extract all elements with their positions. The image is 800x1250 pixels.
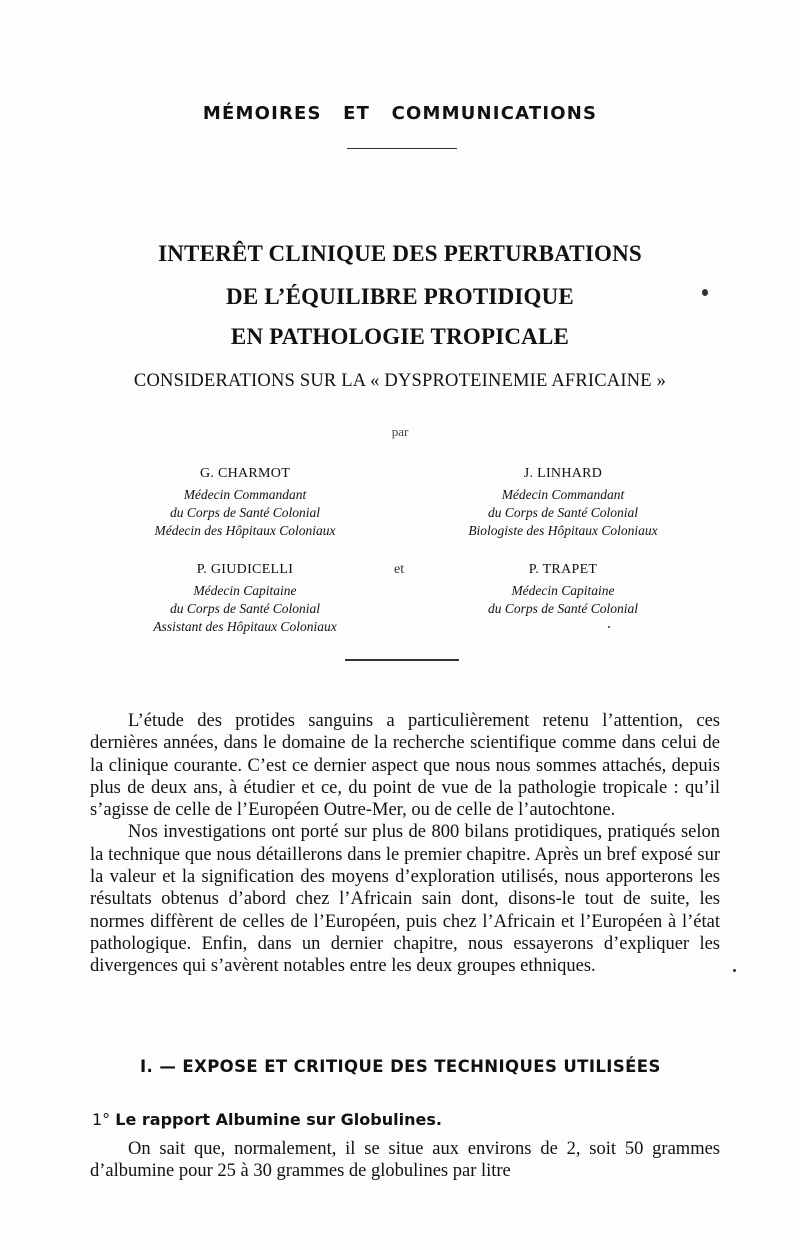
paragraph-3: On sait que, normalement, il se situe aux environs de 2, soit 50 grammes d’albumine pour 25 à 30 grammes de globulines par litre	[90, 1139, 720, 1182]
author-name: P. TRAPET	[528, 562, 598, 577]
divider-top	[347, 148, 457, 149]
author-affiliation: Médecin des Hôpitaux Coloniaux	[154, 523, 336, 538]
conjunction-et: et	[394, 562, 405, 577]
author-affiliation: du Corps de Santé Colonial	[487, 505, 638, 520]
author-linhard	[423, 465, 703, 540]
author-affiliation: Médecin Capitaine	[511, 583, 615, 598]
paragraph-1: L’étude des protides sanguins a particulièrement retenu l’attention, ces dernières années, dans le domaine de la recherche scientifique comme dans celui de la clinique courante. C’est ce dernier aspect que nous nous sommes attachés, depuis plus de deux ans, à étudier et ce, du point de vue de la pathologie tropicale : qu’il s’agisse de celle de l’Européen Outre-Mer, ou de celle de l’autochtone.	[90, 711, 720, 821]
author-name: P. GIUDICELLI	[196, 562, 294, 577]
paragraph-2: Nos investigations ont porté sur plus de 800 bilans protidiques, pratiqués selon la technique que nous détaillerons dans le premier chapitre. Après un bref exposé sur la valeur et la signification des moyens d’exploration utilisés, nous apporterons les résultats obtenus d’abord chez l’Africain sain dont, disons-le tout de suite, les normes diffèrent de celles de l’Européen, puis chez l’Africain et l’Européen à l’état pathologique. Enfin, dans un dernier chapitre, nous essayerons d’expliquer les divergences qui s’avèrent notables entre les deux groupes ethniques.	[90, 822, 720, 977]
subsection-number: 1°	[92, 1110, 111, 1129]
divider-mid	[345, 659, 459, 661]
author-affiliation: Médecin Commandant	[183, 487, 307, 502]
author-affiliation: Biologiste des Hôpitaux Coloniaux	[468, 523, 658, 538]
author-affiliation: du Corps de Santé Colonial	[169, 505, 320, 520]
author-charmot	[105, 465, 385, 540]
author-trapet	[423, 561, 703, 618]
body-text	[90, 710, 720, 978]
author-name: J. LINHARD	[523, 466, 603, 481]
scan-speck	[702, 289, 708, 296]
author-affiliation: Médecin Capitaine	[193, 583, 297, 598]
author-giudicelli	[105, 561, 385, 636]
subsection-label: Le rapport Albumine sur Globulines.	[115, 1110, 442, 1129]
author-name: G. CHARMOT	[199, 466, 291, 481]
title-line-3: EN PATHOLOGIE TROPICALE	[230, 324, 570, 349]
scan-speck	[608, 626, 610, 628]
author-affiliation: du Corps de Santé Colonial	[169, 601, 320, 616]
author-affiliation: Médecin Commandant	[501, 487, 625, 502]
scan-speck	[733, 969, 736, 972]
section-title: I. — EXPOSE ET CRITIQUE DES TECHNIQUES UTILISÉES	[140, 1057, 661, 1076]
tail-text	[90, 1138, 720, 1183]
subtitle: CONSIDERATIONS SUR LA « DYSPROTEINEMIE AFRICAINE »	[133, 371, 667, 391]
title-line-2: DE L’ÉQUILIBRE PROTIDIQUE	[226, 284, 574, 309]
title-line-1: INTERÊT CLINIQUE DES PERTURBATIONS	[158, 241, 642, 266]
subsection-heading	[92, 1110, 442, 1129]
section-heading: MÉMOIRES ET COMMUNICATIONS	[202, 103, 598, 124]
byline-par: par	[391, 424, 409, 439]
author-affiliation: Assistant des Hôpitaux Coloniaux	[153, 619, 337, 634]
author-affiliation: du Corps de Santé Colonial	[487, 601, 638, 616]
